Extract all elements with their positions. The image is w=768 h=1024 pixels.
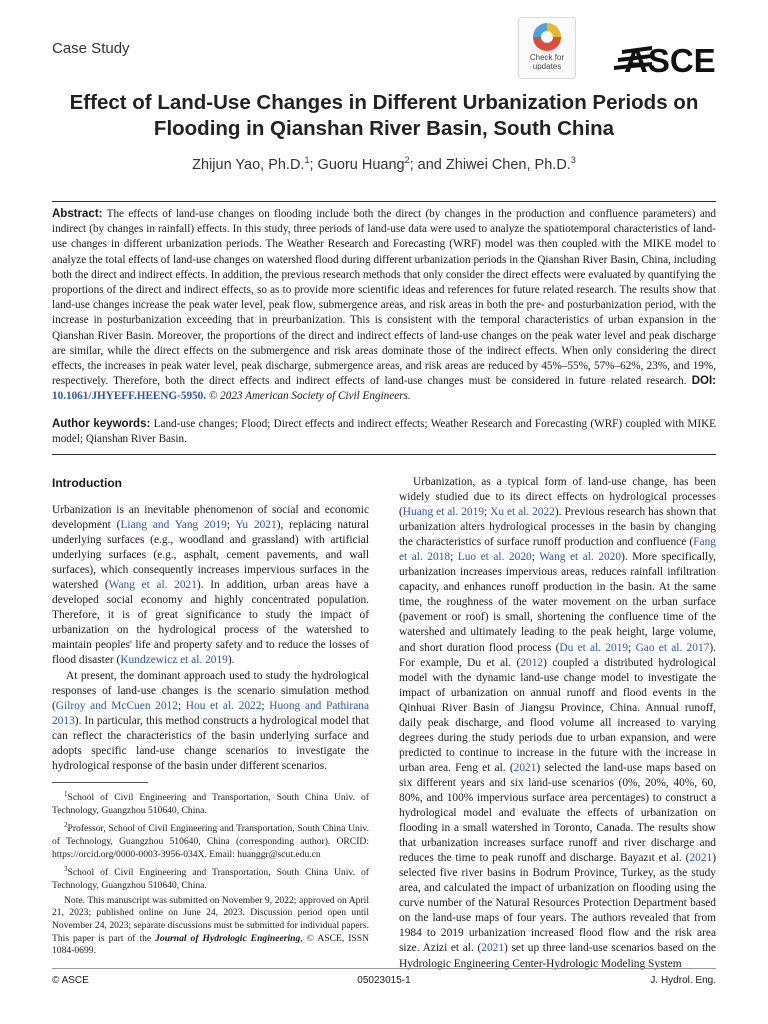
citation-link[interactable]: Du et al. 2019 <box>559 641 629 654</box>
author-list: Zhijun Yao, Ph.D.$^1$; Guoru Huang$^2$; and Zhiwei Chen, Ph.D.$^3$ <box>192 155 576 173</box>
footnotes <box>52 788 369 960</box>
paragraph: Urbanization, as a typical form of land-use change, has been widely studied due to its direct effects on hydrological processes (Huang et al. 2019; Xu et al. 2022). Previous research has shown that urbanization alters hydrological processes in the basin by changing the characteristics of surface runoff production and confluence (Fang et al. 2018; Luo et al. 2020; Wang et al. 2020). More specifically, urbanization increases impervious areas, reduces rainfall infiltration capacity, and enhances runoff production in the basin. At the same time, the roughness of the water movement on the urban surface (pavement or roof) is small, shortening the confluence time of the watershed and ultimately leading to the peak height, large volume, and short duration flood process (Du et al. 2019; Gao et al. 2017). For example, Du et al. (2012) coupled a distributed hydrological model with the dynamic land-use change model to investigate the impact of urbanization on annual runoff and flood events in the Qinhuai River Basin of Jiangsu Province, China. Annual runoff, daily peak discharge, and flood volume all increased to varying degrees during the study periods due to urban expansion, and were predicted to continue to increase in the future with the increase in urban area. Feng et al. (2021) selected the land-use maps based on six different years and six land-use scenarios (0%, 20%, 40%, 60, 80%, and 100% impervious surface area percentages) to construct a hydrological model and evaluate the effects of urbanization on flooding in a small watershed in Toronto, Canada. The results show that urbanization increases surface runoff and river discharge and reduces the time to peak runoff and discharge. Bayazıt et al. (2021) selected five river basins in Bodrum Province, Turkey, as the study area, and calculated the impact of urbanization on flooding using the curve number of the Natural Resources Protection Department based on the land-use maps of four years. The authors revealed that from 1984 to 2019 urbanization increased flood flow and the risk area size. Azizi et al. (2021) set up three land-use scenarios based on the Hydrologic Engineering Center-Hydrologic Modeling System <box>399 476 716 970</box>
citation-link[interactable]: Yu 2021 <box>235 519 277 532</box>
keywords-text: Land-use changes; Flood; Direct effects and indirect effects; Weather Research and Forecasting (WRF) coupled with MIKE model; Qianshan River Basin. <box>52 418 717 446</box>
citation-link[interactable]: 2021 <box>481 942 505 955</box>
citation-link[interactable]: Gao et al. 2017 <box>635 641 710 654</box>
citation-link[interactable]: Huong and Pathirana 2013 <box>52 699 370 727</box>
citation-link[interactable]: Fang et al. 2018 <box>399 536 716 564</box>
abstract-label: Abstract: <box>52 208 103 220</box>
body-column-left <box>52 503 369 774</box>
author-keywords <box>52 417 716 447</box>
citation-link[interactable]: 2021 <box>689 852 713 865</box>
body-column-right <box>399 475 716 972</box>
citation-link[interactable]: Luo et al. 2020 <box>457 551 532 564</box>
section-heading-introduction: Introduction <box>52 476 122 490</box>
check-for-updates-badge[interactable] <box>518 17 576 79</box>
article-type-label: Case Study <box>52 40 130 57</box>
paragraph: Urbanization is an inevitable phenomenon of social and economic development (Liang and Yang 2019; Yu 2021), replacing natural underlying surfaces (e.g., woodland and grassland) with artificial underlying surfaces (e.g., asphalt, cement pavements, and wall surfaces), which consequently increases impervious surfaces in the watershed (Wang et al. 2021). In addition, urban areas have a developed social economy and highly concentrated population. Therefore, it is of great significance to study the impact of urbanization on the hydrological process of the watershed to maintain peoples' life and property safety and to reduce the losses of flood disaster (Kundzewicz et al. 2019). <box>52 504 369 667</box>
footer-journal: J. Hydrol. Eng. <box>650 975 716 986</box>
abstract-bottom-rule <box>52 454 716 455</box>
asce-logo <box>612 36 716 80</box>
abstract-text: The effects of land-use changes on flooding include both the direct (by changes in the production and confluence parameters) and indirect (by changes in rainfall) effects. In this study, three periods of land-use data were used to analyze the spatiotemporal characteristics of land-use changes in different urbanization periods. The Weather Research and Forecasting (WRF) model was then coupled with the MIKE model to analyze the total effects of land-use changes on watershed flood during different urbanization periods in the Qianshan River Basin, China, including both the direct and indirect effects. In addition, the previous research methods that only consider the direct effects were evaluated by quantifying the proportions of the direct and indirect effects, so as to provide more scientific ideas and references for future related research. The results show that land-use changes increase the peak water level, peak flow, submergence areas, and risk areas in both the pre- and posturbanization period, with the increase in posturbanization exceeding that in preurbanization. This is consistent with the temporal characteristics of urban expansion in the Qianshan River Basin. Moreover, the proportions of the direct and indirect effects of land-use changes on the peak water level and peak discharge are similar, while the direct effects on the submergence and risk areas dominate those of the indirect effects. When only considering the direct effects, the increases in peak water level, peak discharge, submergence areas, and risk areas are reduced by 45%–55%, 57%–62%, 23%, and 19%, respectively. Therefore, both the direct effects and indirect effects of land-use changes must be considered in future related research. <box>52 208 716 388</box>
copyright-notice: © 2023 American Society of Civil Engineers. <box>208 390 411 403</box>
paragraph: At present, the dominant approach used to study the hydrological responses of land-use changes is the scenario simulation method (Gilroy and McCuen 2012; Hou et al. 2022; Huong and Pathirana 2013). In particular, this method constructs a hydrological model that can reflect the characteristics of the basin underlying surface and adopts specific land-use change scenarios to investigate the hydrological response of the basin under different scenarios. <box>52 669 370 772</box>
article-title: Effect of Land-Use Changes in Different Urbanization Periods on Flooding in Qianshan River Basin, South China <box>69 91 699 140</box>
logo-text: ASCE <box>624 42 716 79</box>
keywords-label: Author keywords: <box>52 418 151 430</box>
check-updates-icon <box>533 23 561 51</box>
citation-link[interactable]: Huang et al. 2019 <box>402 506 485 519</box>
citation-link[interactable]: 2012 <box>520 656 544 669</box>
abstract-top-rule <box>52 201 716 202</box>
citation-link[interactable]: Wang et al. 2021 <box>108 579 197 592</box>
badge-label: Check for updates <box>529 53 565 71</box>
footnote-rule <box>52 782 148 783</box>
footer-copyright: © ASCE <box>52 975 89 986</box>
doi-label: DOI: <box>691 375 716 388</box>
footer-page-id: 05023015-1 <box>357 975 411 986</box>
footnote: $^1$School of Civil Engineering and Transportation, South China Univ. of Technology, Guangzhou 510640, China. <box>52 790 369 816</box>
citation-link[interactable]: Xu et al. 2022 <box>490 506 555 519</box>
doi-link[interactable]: 10.1061/JHYEFF.HEENG-5950. <box>52 390 207 403</box>
citation-link[interactable]: 2021 <box>513 761 537 774</box>
footer-rule <box>52 968 716 969</box>
manuscript-note: Note. This manuscript was submitted on November 9, 2022; approved on April 21, 2023; published online on June 24, 2023. Discussion period open until November 24, 2023; separate discussions must be submitted for individual papers. This paper is part of the Journal of Hydrologic Engineering, © ASCE, ISSN 1084-0699. <box>52 894 370 957</box>
citation-link[interactable]: Kundzewicz et al. 2019 <box>120 654 228 667</box>
citation-link[interactable]: Gilroy and McCuen 2012 <box>55 699 178 712</box>
footnote: $^3$School of Civil Engineering and Transportation, South China Univ. of Technology, Guangzhou 510640, China. <box>52 865 369 892</box>
footnote: $^2$Professor, School of Civil Engineering and Transportation, South China Univ. of Technology, Guangzhou 510640, China (corresponding author). ORCID: https://orcid.org/0000-0003-3956-034X. Email: huanggr@scut.edu.cn <box>52 821 369 860</box>
abstract <box>52 207 716 405</box>
citation-link[interactable]: Wang et al. 2020 <box>539 551 622 564</box>
citation-link[interactable]: Liang and Yang 2019 <box>120 519 227 532</box>
citation-link[interactable]: Hou et al. 2022 <box>185 699 262 712</box>
